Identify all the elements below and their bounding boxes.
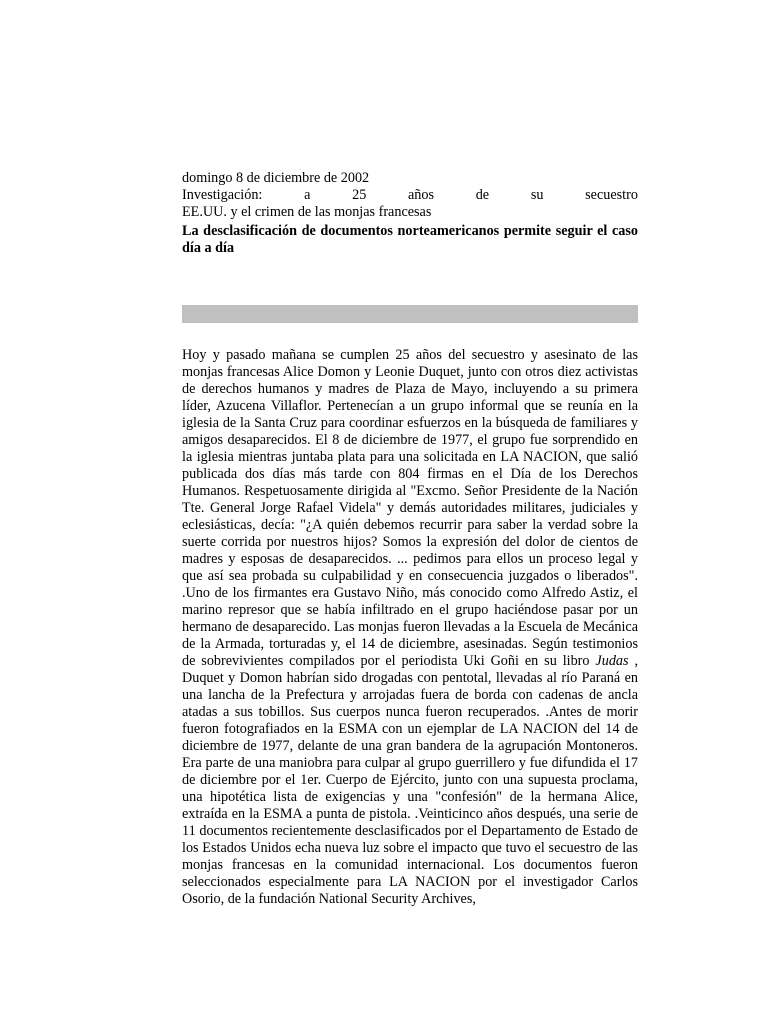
image-placeholder-bar [182,305,638,323]
document-page [182,170,638,908]
article-subtitle: La desclasificación de documentos norteamericanos permite seguir el caso día a día [182,223,638,256]
article-date: domingo 8 de diciembre de 2002 [182,170,370,186]
body-text-part2: , Duquet y Domon habrían sido drogadas con pentotal, llevadas al río Paraná en una lancha de la Prefectura y arrojadas fuera de borda con cadenas de ancla atadas a sus tobillos. Sus cuerpos nunca fueron recuperados. .Antes de morir fueron fotografiados en la ESMA con un ejemplar de LA NACION del 14 de diciembre de 1977, delante de una gran bandera de la agrupación Montoneros. Era parte de una maniobra para culpar al grupo guerrillero y fue difundida el 17 de diciembre por el 1er. Cuerpo de Ejército, junto con una supuesta proclama, una hipotética lista de exigencias y una "confesión" de la hermana Alice, extraída en la ESMA a punta de pistola. .Veinticinco años después, una serie de 11 documentos recientemente desclasificados por el Departamento de Estado de los Estados Unidos echa nueva luz sobre el impacto que tuvo el secuestro de las monjas francesas en la comunidad internacional. Los documentos fueron seleccionados especialmente para LA NACION por el investigador Carlos Osorio, de la fundación National Security Archives, [182,653,638,907]
article-body [182,347,638,908]
book-title: Judas [595,653,629,669]
article-heading-continuation: EE.UU. y el crimen de las monjas francesas [182,204,432,220]
heading-word: de [475,187,490,203]
heading-word: años [407,187,434,203]
heading-word: secuestro [585,187,638,203]
heading-word: a [304,187,311,203]
body-text-part1: Hoy y pasado mañana se cumplen 25 años del secuestro y asesinato de las monjas francesas Alice Domon y Leonie Duquet, junto con otros diez activistas de derechos humanos y madres de Plaza de Mayo, incluyendo a su primera líder, Azucena Villaflor. Pertenecían a un grupo informal que se reunía en la iglesia de la Santa Cruz para coordinar esfuerzos en la búsqueda de familiares y amigos desaparecidos. El 8 de diciembre de 1977, el grupo fue sorprendido en la iglesia mientras juntaba plata para una solicitada en LA NACION, que salió publicada dos días más tarde con 804 firmas en el Día de los Derechos Humanos. Respetuosamente dirigida al "Excmo. Señor Presidente de la Nación Tte. General Jorge Rafael Videla" y demás autoridades militares, judiciales y eclesiásticas, decía: "¿A quién debemos recurrir para saber la verdad sobre la suerte corrida por nuestros hijos? Somos la expresión del dolor de cientos de madres y esposas de desaparecidos. ... pedimos para ellos un proceso legal y que así sea probada su culpabilidad y en consecuencia juzgados o liberados". .Uno de los firmantes era Gustavo Niño, más conocido como Alfredo Astiz, el marino represor que se había infiltrado en el grupo haciéndose pasar por un hermano de desaparecido. Las monjas fueron llevadas a la Escuela de Mecánica de la Armada, torturadas y, el 14 de diciembre, asesinadas. Según testimonios de sobrevivientes compilados por el periodista Uki Goñi en su libro [182,347,638,669]
article-heading [182,187,638,204]
heading-word: 25 [352,187,367,203]
heading-word: Investigación: [182,187,263,203]
heading-word: su [530,187,544,203]
